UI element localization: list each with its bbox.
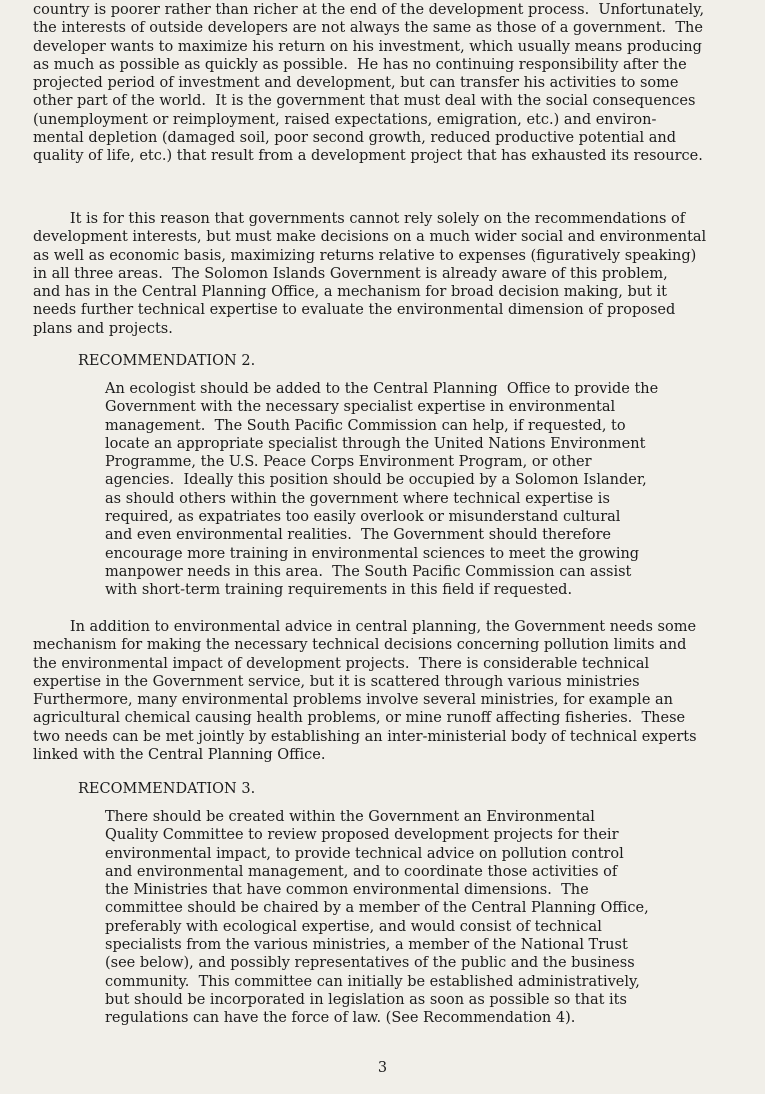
text-line: An ecologist should be added to the Central Planning Office to provide the [105, 381, 659, 397]
text-line: in all three areas. The Solomon Islands Government is already aware of this problem, [33, 265, 668, 282]
text-line: preferably with ecological expertise, and would consist of technical [105, 918, 602, 935]
text-line: developer wants to maximize his return on his investment, which usually means producing [33, 38, 702, 55]
text-line: management. The South Pacific Commission can help, if requested, to [105, 417, 626, 434]
text-line: development interests, but must make decisions on a much wider social and environmental [33, 229, 707, 246]
text-line: projected period of investment and development, but can transfer his activities to some [33, 75, 679, 92]
text-line: mental depletion (damaged soil, poor second growth, reduced productive potential and [33, 130, 677, 147]
text-line: country is poorer rather than richer at the end of the development process. Unfortunately, [33, 2, 705, 18]
text-line: linked with the Central Planning Office. [33, 747, 326, 764]
recommendation-3-text [105, 808, 649, 1028]
text-line: Government with the necessary specialist expertise in environmental [105, 399, 616, 416]
text-line: the Ministries that have common environmental dimensions. The [105, 882, 589, 899]
text-line: the environmental impact of development projects. There is considerable technical [33, 655, 650, 672]
page-number: 3 [377, 1060, 388, 1076]
text-line: but should be incorporated in legislation as soon as possible so that its [105, 991, 627, 1008]
paragraph-3 [33, 618, 697, 764]
text-line: and environmental management, and to coordinate those activities of [105, 863, 618, 880]
text-line: as well as economic basis, maximizing returns relative to expenses (figuratively speaking) [33, 247, 697, 264]
text-line: agencies. Ideally this position should be occupied by a Solomon Islander, [105, 472, 647, 489]
text-line: with short-term training requirements in this field if requested. [105, 582, 573, 599]
text-line: locate an appropriate specialist through the United Nations Environment [105, 435, 646, 452]
text-line: Quality Committee to review proposed development projects for their [105, 827, 619, 844]
text-line: Programme, the U.S. Peace Corps Environment Program, or other [105, 454, 592, 471]
text-line: as much as possible as quickly as possible. He has no continuing responsibility after the [33, 56, 687, 73]
text-line: manpower needs in this area. The South Pacific Commission can assist [105, 563, 632, 580]
text-line: plans and projects. [33, 320, 173, 337]
text-line: community. This committee can initially be established administratively, [105, 973, 640, 990]
text-line: Furthermore, many environmental problems involve several ministries, for example an [33, 692, 673, 709]
paragraph-1 [33, 1, 704, 166]
text-line: (unemployment or reimployment, raised expectations, emigration, etc.) and environ- [33, 111, 657, 128]
text-line: two needs can be met jointly by establishing an inter-ministerial body of technical experts [33, 728, 697, 745]
recommendation-3-heading: RECOMMENDATION 3. [78, 781, 256, 797]
text-line: mechanism for making the necessary technical decisions concerning pollution limits and [33, 637, 687, 654]
text-line: other part of the world. It is the government that must deal with the social consequences [33, 93, 696, 110]
text-line: It is for this reason that governments cannot rely solely on the recommendations of [33, 211, 686, 227]
text-line: agricultural chemical causing health problems, or mine runoff affecting fisheries. These [33, 710, 686, 727]
text-line: expertise in the Government service, but it is scattered through various ministries [33, 673, 640, 690]
text-line: the interests of outside developers are not always the same as those of a government. The [33, 20, 703, 37]
text-line: In addition to environmental advice in central planning, the Government needs some [33, 619, 697, 635]
text-line: as should others within the government where technical expertise is [105, 490, 610, 507]
paragraph-2 [33, 210, 706, 338]
text-line: quality of life, etc.) that result from a development project that has exhausted its resource. [33, 148, 703, 165]
text-line: committee should be chaired by a member of the Central Planning Office, [105, 900, 649, 917]
text-line: regulations can have the force of law. (See Recommendation 4). [105, 1010, 576, 1027]
recommendation-2-text [105, 380, 658, 600]
text-line: environmental impact, to provide technical advice on pollution control [105, 845, 624, 862]
text-line: specialists from the various ministries, a member of the National Trust [105, 937, 628, 954]
text-line: There should be created within the Government an Environmental [105, 809, 595, 825]
text-line: and has in the Central Planning Office, a mechanism for broad decision making, but it [33, 284, 667, 301]
text-line: required, as expatriates too easily overlook or misunderstand cultural [105, 509, 621, 526]
text-line: needs further technical expertise to evaluate the environmental dimension of proposed [33, 302, 676, 319]
text-line: (see below), and possibly representatives of the public and the business [105, 955, 635, 972]
text-line: and even environmental realities. The Government should therefore [105, 527, 611, 544]
text-line: encourage more training in environmental sciences to meet the growing [105, 545, 640, 562]
recommendation-2-heading: RECOMMENDATION 2. [78, 353, 256, 369]
